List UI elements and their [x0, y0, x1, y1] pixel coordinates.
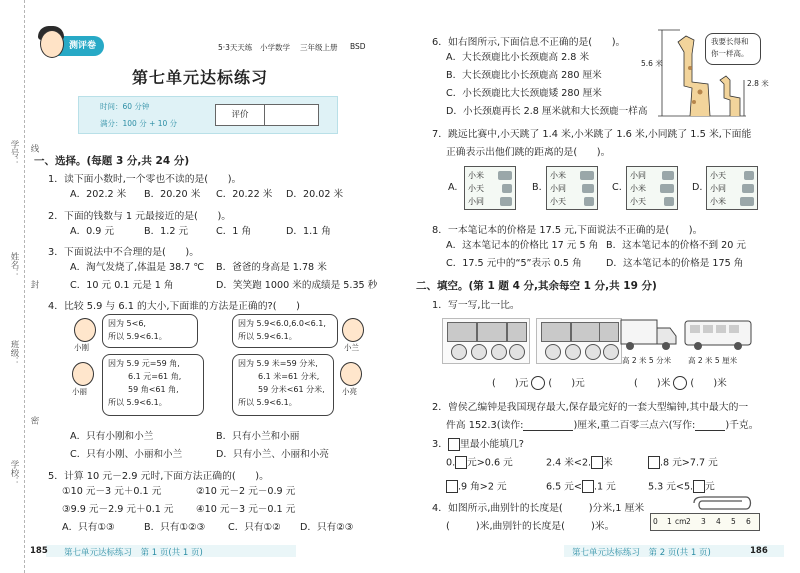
header-series: 5·3天天练	[218, 43, 253, 52]
fill-q4-part-e: )米。	[590, 521, 615, 532]
xiaolan-bubble	[232, 314, 338, 348]
q7-c-name3: 小天	[630, 197, 646, 206]
ruler	[650, 513, 760, 531]
fill-q3-text: .1 元	[593, 481, 616, 493]
coin-icon	[451, 344, 467, 360]
truck-height: 高 2 米 5 分米	[622, 356, 672, 365]
q7-stem2: 正确表示出他们跳的距离的是( )。	[446, 147, 611, 158]
fill-box-icon	[448, 438, 460, 451]
q7-label-d: D.	[692, 182, 703, 193]
q7-label-b: B.	[532, 182, 542, 193]
q7-b-name3: 小天	[550, 197, 566, 206]
fill-q3-text: 米	[603, 457, 613, 469]
ruler-tick-1: 1	[667, 517, 672, 526]
banknote-icon	[571, 322, 601, 342]
q5-method-3: ③9.9 元－2.9 元＋0.1 元	[62, 504, 174, 515]
fill-q2-part-a: 件高 152.3(读作:	[446, 420, 524, 431]
q7-option-d-box	[706, 166, 758, 210]
q1-option-c: C．20.22 米	[216, 189, 273, 200]
xiaolan-line2: 所以 5.9<6.1。	[238, 332, 297, 341]
q8-option-a: A．这本笔记本的价格比 17 元 5 角	[446, 240, 599, 251]
footer-text-right: 第七单元达标练习 第 2 页(共 1 页)	[572, 548, 711, 558]
banknote-icon	[447, 322, 477, 342]
xiaoli-line3: 59 角<61 角,	[128, 385, 179, 394]
header-grade: 三年级上册	[300, 43, 338, 52]
q8-option-c: C．17.5 元中的“5”表示 0.5 角	[446, 258, 582, 269]
q7-a-name2: 小天	[468, 184, 484, 193]
info-score: 满分：100 分 + 10 分	[100, 119, 178, 128]
q7-option-b-box	[546, 166, 598, 210]
header-edition: BSD	[350, 42, 366, 51]
compare-circle-1[interactable]	[531, 376, 545, 390]
ruler-tick-6: 6	[746, 517, 751, 526]
q5-stem: 5．计算 10 元－2.9 元时,下面方法正确的( )。	[48, 471, 269, 482]
fill-q3-item-3	[648, 456, 718, 470]
evaluation-label: 评价	[216, 105, 265, 125]
ruler-unit: cm	[675, 517, 687, 526]
fill-q3-item-6	[648, 480, 715, 494]
bar-icon	[740, 197, 754, 206]
label-banji: 班级：	[9, 340, 19, 366]
q8-stem: 8．一本笔记本的价格是 17.5 元,下面说法不正确的是( )。	[432, 225, 703, 236]
label-mi: 密	[29, 416, 39, 425]
coin-icon	[603, 344, 619, 360]
giraffe-speech-bubble	[705, 33, 761, 65]
unit-yuan-2: 元	[575, 378, 585, 389]
xiaoliang-line3: 59 分米<61 分米,	[258, 385, 325, 394]
fill-q4-line1	[432, 500, 644, 514]
money-group-2	[536, 318, 622, 364]
fill-q4-part-c: (	[446, 521, 450, 532]
brand-badge: 测评卷	[48, 36, 104, 56]
q5-method-1: ①10 元－3 元＋0.1 元	[62, 486, 162, 497]
q2-option-c: C．1 角	[216, 226, 252, 237]
ruler-tick-4: 4	[716, 517, 721, 526]
bubble-line1: 我要长得和	[711, 37, 749, 46]
q7-d-name1: 小天	[710, 171, 726, 180]
q2-option-a: A．0.9 元	[70, 226, 115, 237]
q7-a-name1: 小米	[468, 171, 484, 180]
xiaogang-name: 小刚	[74, 343, 89, 352]
fill-q2-line1: 2．曾侯乙编钟是我国现存最大,保存最完好的一套大型编钟,其中最大的一	[432, 402, 749, 413]
bar-icon	[662, 171, 674, 180]
q3-option-c: C．10 元 0.1 元是 1 角	[70, 280, 174, 291]
coin-icon	[509, 344, 525, 360]
fill-q3-box-6[interactable]	[693, 480, 705, 493]
q7-b-name2: 小同	[550, 184, 566, 193]
fill-q4-part-a: 4．如图所示,曲别针的长度是(	[432, 503, 563, 514]
compare-circle-2[interactable]	[673, 376, 687, 390]
banknote-icon	[541, 322, 571, 342]
q3-option-d: D．笑笑跑 1000 米的成绩是 5.35 秒	[216, 280, 378, 291]
footer-page-right: 186	[750, 546, 768, 556]
q7-option-c-box	[626, 166, 678, 210]
fill-q1-stem: 1．写一写,比一比。	[432, 300, 520, 311]
label-xian: 线	[29, 144, 39, 153]
bar-icon	[582, 184, 594, 193]
page-title: 第七单元达标练习	[131, 68, 268, 87]
q1-option-a: A．202.2 米	[70, 189, 127, 200]
q4-option-c: C．只有小刚、小丽和小兰	[70, 449, 183, 460]
fill-q2-line2	[446, 417, 759, 431]
giraffe-big-height: 5.6 米	[641, 59, 663, 68]
coin-icon	[491, 344, 507, 360]
fill-q3-item-4	[446, 480, 507, 494]
xiaogang-line1: 因为 5<6,	[108, 319, 146, 328]
xiaoli-bubble	[102, 354, 204, 416]
unit-mi-1: 米	[660, 378, 671, 389]
fill-q1-answer-row-2: ( )米 ( )米	[634, 378, 727, 389]
info-time: 时间：60 分钟	[100, 102, 150, 111]
fill-q3-text: .9 角>2 元	[458, 481, 507, 493]
fill-q3-text: 元>0.6 元	[467, 457, 513, 469]
xiaoli-line2: 6.1 元=61 角,	[128, 372, 182, 381]
q6-option-d: D．小长颈鹿再长 2.8 厘米就和大长颈鹿一样高	[446, 106, 648, 117]
q7-b-name1: 小米	[550, 171, 566, 180]
q6-stem: 6．如右图所示,下面信息不正确的是( )。	[432, 37, 626, 48]
xiaolan-name: 小兰	[344, 343, 359, 352]
fill-q3-box-1[interactable]	[455, 456, 467, 469]
header-subject: 小学数学	[260, 43, 290, 52]
label-xuexiao: 学校：	[9, 460, 19, 486]
footer-text-left: 第七单元达标练习 第 1 页(共 1 页)	[64, 548, 203, 558]
unit-yuan-1: 元	[518, 378, 529, 389]
fill-q2-blank-1[interactable]	[523, 430, 573, 431]
q7-stem: 7．跳远比赛中,小天跳了 1.4 米,小米跳了 1.6 米,小同跳了 1.5 米,下面能	[432, 129, 752, 140]
fill-q3-item-1	[446, 456, 513, 470]
xiaoliang-line4: 所以 5.9<6.1。	[238, 398, 297, 407]
bar-icon	[584, 197, 594, 206]
xiaogang-bubble	[102, 314, 198, 348]
q1-option-b: B．20.20 米	[144, 189, 201, 200]
fill-q3-text: 0.	[446, 457, 456, 469]
fill-q4-line2	[446, 518, 614, 532]
q7-d-name2: 小同	[710, 184, 726, 193]
xiaoli-line1: 因为 5.9 元=59 角,	[108, 359, 180, 368]
q7-label-a: A.	[448, 182, 458, 193]
fill-q2-part-c: )千克。	[725, 420, 759, 431]
q5-method-2: ②10 元－2 元－0.9 元	[196, 486, 296, 497]
bus-height: 高 2 米 5 厘米	[688, 356, 738, 365]
fill-q3-text: 2.4 米<2.	[546, 457, 592, 469]
fill-q3-text: 6.5 元<	[546, 481, 582, 493]
fill-q3-stem	[432, 436, 524, 451]
bar-icon	[498, 171, 512, 180]
fill-q3-text: 5.3 元<5.	[648, 481, 694, 493]
mascot-face-icon	[40, 30, 64, 58]
q2-option-b: B．1.2 元	[144, 226, 189, 237]
xiaolan-avatar-icon	[342, 318, 364, 342]
fill-q2-blank-2[interactable]	[695, 430, 725, 431]
q1-option-d: D．20.02 米	[286, 189, 344, 200]
unit-mi-2: 米	[717, 378, 727, 389]
bar-icon	[744, 171, 754, 180]
q6-option-a: A．大长颈鹿比小长颈鹿高 2.8 米	[446, 52, 590, 63]
q5-option-a: A．只有①③	[62, 522, 115, 533]
section1-title: 一、选择。(每题 3 分,共 24 分)	[34, 155, 190, 167]
fill-q3-item-2	[546, 456, 613, 470]
fill-q3-box-2[interactable]	[591, 456, 603, 469]
fill-q4-part-b: )分米,1 厘米	[588, 503, 645, 514]
q7-option-a-box	[464, 166, 516, 210]
fill-q3-item-5	[546, 480, 616, 494]
fill-q3-num: 3．	[432, 439, 449, 450]
bar-icon	[664, 197, 674, 206]
q1-stem: 1．读下面小数时,一个零也不读的是( )。	[48, 174, 242, 185]
q8-option-d: D．这本笔记本的价格是 175 角	[606, 258, 744, 269]
banknote-icon	[477, 322, 507, 342]
money-group-1	[442, 318, 530, 364]
fill-q3-tail: 里最小能填几?	[460, 439, 525, 450]
q3-stem: 3．下面说法中不合理的是( )。	[48, 247, 200, 258]
coin-icon	[585, 344, 601, 360]
xiaoli-name: 小丽	[72, 387, 87, 396]
q6-option-c: C．小长颈鹿比大长颈鹿矮 280 厘米	[446, 88, 602, 99]
label-feng: 封	[29, 280, 39, 289]
q2-option-d: D．1.1 角	[286, 226, 331, 237]
fill-q3-box-3[interactable]	[648, 456, 660, 469]
q7-c-name1: 小同	[630, 171, 646, 180]
fill-q3-text: .8 元>7.7 元	[660, 457, 718, 469]
fill-q4-part-d: )米,曲别针的长度是(	[475, 521, 565, 532]
coin-icon	[471, 344, 487, 360]
q5-option-b: B．只有①②③	[144, 522, 206, 533]
q5-option-c: C．只有①②	[228, 522, 281, 533]
q3-option-a: A．淘气发烧了,体温是 38.7 ℃	[70, 262, 205, 273]
q5-method-4: ④10 元－3 元－0.1 元	[196, 504, 296, 515]
banknote-icon	[507, 322, 527, 342]
q7-d-name3: 小米	[710, 197, 726, 206]
xiaoliang-name: 小亮	[342, 387, 357, 396]
bar-icon	[580, 171, 594, 180]
paperclip-icon	[690, 494, 754, 512]
label-xuehao: 学号：	[9, 140, 19, 166]
xiaoli-avatar-icon	[72, 362, 94, 386]
xiaoli-line4: 所以 5.9<6.1。	[108, 398, 167, 407]
bubble-line2: 你一样高。	[711, 49, 749, 58]
ruler-tick-0: 0	[653, 517, 658, 526]
fill-q3-box-5[interactable]	[582, 480, 594, 493]
label-xingming: 姓名：	[9, 252, 19, 278]
coin-icon	[545, 344, 561, 360]
xiaoliang-line2: 6.1 米=61 分米,	[258, 372, 320, 381]
ruler-tick-2: 2	[686, 517, 691, 526]
fill-q3-text: 元	[705, 481, 715, 493]
q4-option-b: B．只有小兰和小丽	[216, 431, 300, 442]
q7-label-c: C.	[612, 182, 622, 193]
q5-option-d: D．只有②③	[300, 522, 354, 533]
fill-q1-answer-row: ( )元 ( )元	[492, 378, 585, 389]
bar-icon	[500, 197, 512, 206]
giraffe-small-height: 2.8 米	[747, 79, 769, 88]
banknote-icon	[599, 322, 619, 342]
truck-icon	[620, 316, 678, 352]
ruler-tick-5: 5	[731, 517, 736, 526]
ruler-tick-3: 3	[701, 517, 706, 526]
xiaogang-avatar-icon	[74, 318, 96, 342]
q3-option-b: B．爸爸的身高是 1.78 米	[216, 262, 327, 273]
bar-icon	[660, 184, 674, 193]
q2-stem: 2．下面的钱数与 1 元最接近的是( )。	[48, 211, 232, 222]
footer-page-left: 185	[30, 546, 48, 556]
evaluation-box	[215, 104, 319, 126]
xiaogang-line2: 所以 5.9<6.1。	[108, 332, 167, 341]
q7-a-name3: 小同	[468, 197, 484, 206]
xiaolan-line1: 因为 5.9<6.0,6.0<6.1,	[238, 319, 326, 328]
xiaoliang-line1: 因为 5.9 米=59 分米,	[238, 359, 318, 368]
xiaoliang-avatar-icon	[340, 362, 362, 386]
bar-icon	[502, 184, 512, 193]
coin-icon	[565, 344, 581, 360]
right-page	[400, 0, 800, 573]
bus-icon	[684, 318, 754, 352]
q4-option-d: D．只有小兰、小丽和小亮	[216, 449, 329, 460]
q7-c-name2: 小米	[630, 184, 646, 193]
q6-option-b: B．大长颈鹿比小长颈鹿高 280 厘米	[446, 70, 602, 81]
q4-option-a: A．只有小刚和小兰	[70, 431, 154, 442]
xiaoliang-bubble	[232, 354, 334, 416]
bar-icon	[742, 184, 754, 193]
fill-q2-part-b: )厘米,重二百零三点六(写作:	[573, 420, 696, 431]
q8-option-b: B．这本笔记本的价格不到 20 元	[606, 240, 747, 251]
q4-stem: 4．比较 5.9 与 6.1 的大小,下面谁的方法是正确的?( )	[48, 301, 300, 312]
section2-title: 二、填空。(第 1 题 4 分,其余每空 1 分,共 19 分)	[416, 280, 657, 292]
fill-q3-box-4[interactable]	[446, 480, 458, 493]
